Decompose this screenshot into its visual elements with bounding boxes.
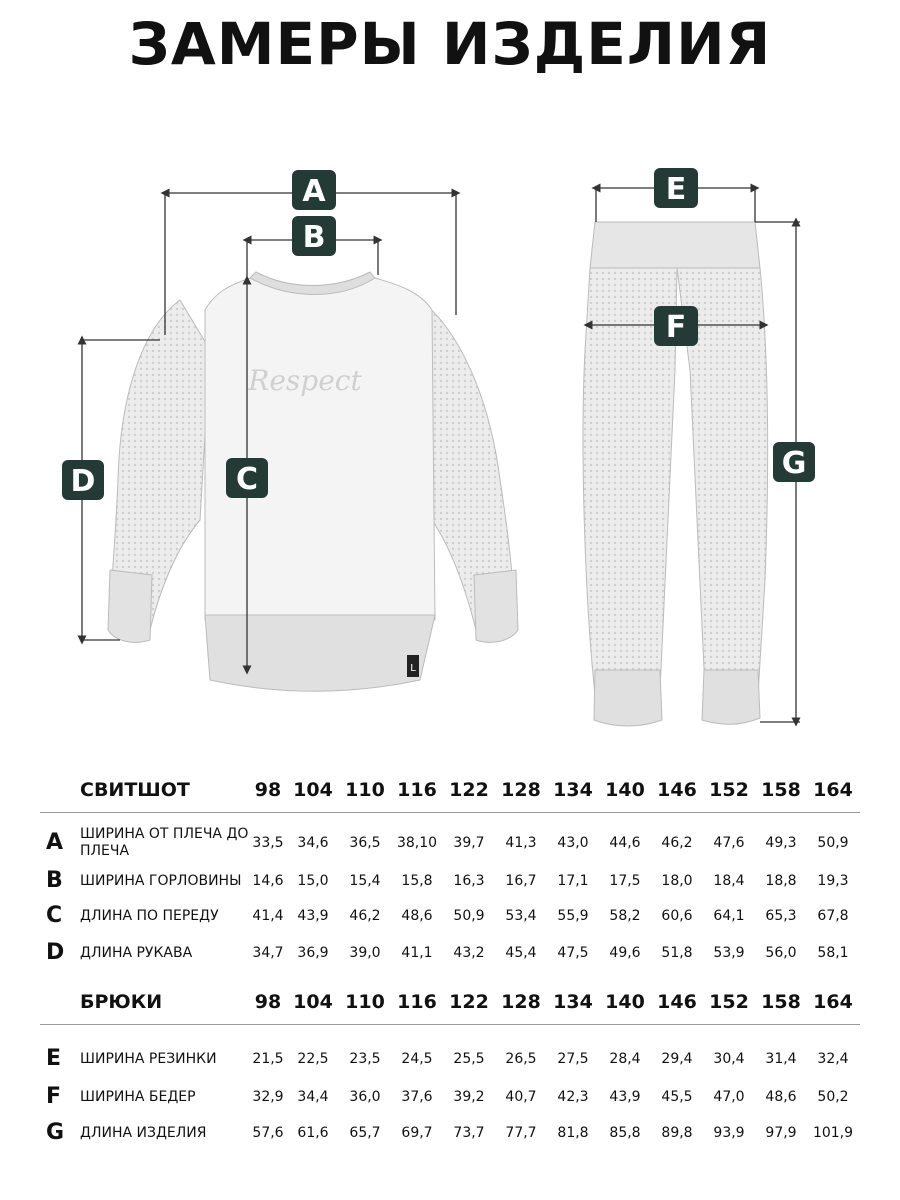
cell-value: 49,6 xyxy=(609,945,641,961)
pants-size-table xyxy=(40,984,860,1164)
pants-table-header xyxy=(40,984,860,1025)
cell-value: 65,7 xyxy=(349,1125,381,1141)
cell-value: 50,9 xyxy=(453,908,485,924)
svg-text:D: D xyxy=(70,464,96,499)
size-header: 128 xyxy=(501,779,541,801)
right-cuff xyxy=(474,570,518,642)
cell-value: 43,2 xyxy=(453,945,485,961)
cell-value: 85,8 xyxy=(609,1125,641,1141)
cell-value: 17,1 xyxy=(557,873,589,889)
svg-text:B: B xyxy=(302,220,326,255)
cell-value: 34,6 xyxy=(297,835,329,851)
cell-value: 69,7 xyxy=(401,1125,433,1141)
cell-value: 60,6 xyxy=(661,908,693,924)
cell-value: 29,4 xyxy=(661,1051,693,1067)
size-header: 98 xyxy=(254,991,282,1013)
cell-value: 41,4 xyxy=(252,908,284,924)
cell-value: 57,6 xyxy=(252,1125,284,1141)
svg-text:G: G xyxy=(781,446,807,481)
sweatshirt-drawing xyxy=(108,272,518,691)
cell-value: 40,7 xyxy=(505,1089,537,1105)
cell-value: 43,9 xyxy=(297,908,329,924)
cell-value: 21,5 xyxy=(252,1051,284,1067)
cell-value: 65,3 xyxy=(765,908,797,924)
row-label: ДЛИНА ПО ПЕРЕДУ xyxy=(80,907,219,924)
row-letter: G xyxy=(46,1120,65,1145)
cell-value: 44,6 xyxy=(609,835,641,851)
cell-value: 25,5 xyxy=(453,1051,485,1067)
cell-value: 58,2 xyxy=(609,908,641,924)
sweatshirt-size-table xyxy=(40,772,860,982)
pants-waistband xyxy=(590,222,760,268)
cell-value: 26,5 xyxy=(505,1051,537,1067)
size-header: 164 xyxy=(813,779,853,801)
cell-value: 30,4 xyxy=(713,1051,745,1067)
row-letter: B xyxy=(46,868,63,893)
cell-value: 73,7 xyxy=(453,1125,485,1141)
size-header: 122 xyxy=(449,991,489,1013)
size-header: 122 xyxy=(449,779,489,801)
brand-tag-text: L xyxy=(410,663,416,674)
cell-value: 34,4 xyxy=(297,1089,329,1105)
cell-value: 45,5 xyxy=(661,1089,693,1105)
badge-f xyxy=(654,306,698,346)
row-letter: D xyxy=(46,940,65,965)
row-letter: E xyxy=(46,1046,62,1071)
cell-value: 18,0 xyxy=(661,873,693,889)
sweatshirt-body xyxy=(205,278,435,620)
page-title: ЗАМЕРЫ ИЗДЕЛИЯ xyxy=(128,10,772,78)
size-header: 116 xyxy=(397,991,437,1013)
cell-value: 39,7 xyxy=(453,835,485,851)
cell-value: 61,6 xyxy=(297,1125,329,1141)
respect-print: Respect xyxy=(248,364,362,397)
cell-value: 17,5 xyxy=(609,873,641,889)
cell-value: 34,7 xyxy=(252,945,284,961)
cell-value: 14,6 xyxy=(252,873,284,889)
size-header: 152 xyxy=(709,779,749,801)
cell-value: 24,5 xyxy=(401,1051,433,1067)
size-header: 158 xyxy=(761,779,801,801)
sweatshirt-table-header xyxy=(40,772,860,813)
cell-value: 56,0 xyxy=(765,945,797,961)
size-header: 140 xyxy=(605,779,645,801)
svg-text:F: F xyxy=(665,310,687,345)
pants-title: БРЮКИ xyxy=(80,991,163,1013)
cell-value: 15,0 xyxy=(297,873,329,889)
cell-value: 51,8 xyxy=(661,945,693,961)
table-row xyxy=(40,1042,860,1076)
cell-value: 55,9 xyxy=(557,908,589,924)
table-row xyxy=(40,826,860,860)
table-row xyxy=(40,1080,860,1114)
cell-value: 23,5 xyxy=(349,1051,381,1067)
cell-value: 16,3 xyxy=(453,873,485,889)
row-label: ШИРИНА РЕЗИНКИ xyxy=(80,1050,217,1067)
svg-text:C: C xyxy=(235,462,259,497)
size-header: 146 xyxy=(657,991,697,1013)
cell-value: 43,0 xyxy=(557,835,589,851)
size-header: 152 xyxy=(709,991,749,1013)
table-row xyxy=(40,899,860,933)
size-header: 110 xyxy=(345,991,385,1013)
size-header: 110 xyxy=(345,779,385,801)
size-header: 134 xyxy=(553,779,593,801)
row-label: ШИРИНА БЕДЕР xyxy=(80,1088,196,1105)
cell-value: 36,9 xyxy=(297,945,329,961)
size-header: 128 xyxy=(501,991,541,1013)
cell-value: 22,5 xyxy=(297,1051,329,1067)
svg-text:E: E xyxy=(665,172,687,207)
cell-value: 36,0 xyxy=(349,1089,381,1105)
size-header: 158 xyxy=(761,991,801,1013)
size-header: 104 xyxy=(293,779,333,801)
cell-value: 38,10 xyxy=(396,835,438,851)
cell-value: 28,4 xyxy=(609,1051,641,1067)
size-header: 164 xyxy=(813,991,853,1013)
cell-value: 32,9 xyxy=(252,1089,284,1105)
row-label: ДЛИНА ИЗДЕЛИЯ xyxy=(80,1124,207,1141)
cell-value: 101,9 xyxy=(812,1125,854,1141)
sweatshirt-title: СВИТШОТ xyxy=(80,779,190,801)
size-header: 104 xyxy=(293,991,333,1013)
badge-d xyxy=(62,460,104,500)
cell-value: 58,1 xyxy=(817,945,849,961)
cell-value: 47,0 xyxy=(713,1089,745,1105)
left-cuff xyxy=(108,570,152,642)
cell-value: 81,8 xyxy=(557,1125,589,1141)
cell-value: 48,6 xyxy=(765,1089,797,1105)
cell-value: 42,3 xyxy=(557,1089,589,1105)
svg-text:A: A xyxy=(302,174,326,209)
cell-value: 97,9 xyxy=(765,1125,797,1141)
left-ankle-cuff xyxy=(594,670,662,726)
cell-value: 77,7 xyxy=(505,1125,537,1141)
cell-value: 15,8 xyxy=(401,873,433,889)
size-header: 116 xyxy=(397,779,437,801)
cell-value: 49,3 xyxy=(765,835,797,851)
row-label: ШИРИНА ОТ ПЛЕЧА ДО ПЛЕЧА xyxy=(80,826,249,859)
cell-value: 15,4 xyxy=(349,873,381,889)
badge-e xyxy=(654,168,698,208)
cell-value: 46,2 xyxy=(349,908,381,924)
cell-value: 33,5 xyxy=(252,835,284,851)
cell-value: 64,1 xyxy=(713,908,745,924)
cell-value: 39,2 xyxy=(453,1089,485,1105)
cell-value: 41,1 xyxy=(401,945,433,961)
row-label: ШИРИНА ГОРЛОВИНЫ xyxy=(80,872,242,889)
cell-value: 89,8 xyxy=(661,1125,693,1141)
row-letter: F xyxy=(46,1084,62,1109)
badge-a xyxy=(292,170,336,210)
right-ankle-cuff xyxy=(702,670,760,724)
table-row xyxy=(40,936,860,970)
cell-value: 16,7 xyxy=(505,873,537,889)
row-letter: C xyxy=(46,903,63,928)
cell-value: 39,0 xyxy=(349,945,381,961)
cell-value: 41,3 xyxy=(505,835,537,851)
size-header: 146 xyxy=(657,779,697,801)
cell-value: 46,2 xyxy=(661,835,693,851)
table-row xyxy=(40,864,860,898)
cell-value: 47,5 xyxy=(557,945,589,961)
badge-g xyxy=(773,442,815,482)
cell-value: 19,3 xyxy=(817,873,849,889)
size-header: 140 xyxy=(605,991,645,1013)
cell-value: 48,6 xyxy=(401,908,433,924)
cell-value: 53,9 xyxy=(713,945,745,961)
cell-value: 47,6 xyxy=(713,835,745,851)
cell-value: 93,9 xyxy=(713,1125,745,1141)
table-row xyxy=(40,1116,860,1150)
cell-value: 37,6 xyxy=(401,1089,433,1105)
cell-value: 27,5 xyxy=(557,1051,589,1067)
waistband xyxy=(205,615,435,691)
pants-drawing xyxy=(583,222,768,726)
cell-value: 32,4 xyxy=(817,1051,849,1067)
row-letter: A xyxy=(46,830,64,855)
garment-illustration xyxy=(0,150,900,740)
size-header: 134 xyxy=(553,991,593,1013)
badge-b xyxy=(292,216,336,256)
cell-value: 18,4 xyxy=(713,873,745,889)
size-header: 98 xyxy=(254,779,282,801)
cell-value: 45,4 xyxy=(505,945,537,961)
cell-value: 53,4 xyxy=(505,908,537,924)
cell-value: 43,9 xyxy=(609,1089,641,1105)
cell-value: 50,2 xyxy=(817,1089,849,1105)
cell-value: 18,8 xyxy=(765,873,797,889)
cell-value: 31,4 xyxy=(765,1051,797,1067)
badge-c xyxy=(226,458,268,498)
cell-value: 67,8 xyxy=(817,908,849,924)
cell-value: 50,9 xyxy=(817,835,849,851)
cell-value: 36,5 xyxy=(349,835,381,851)
row-label: ДЛИНА РУКАВА xyxy=(80,944,193,961)
